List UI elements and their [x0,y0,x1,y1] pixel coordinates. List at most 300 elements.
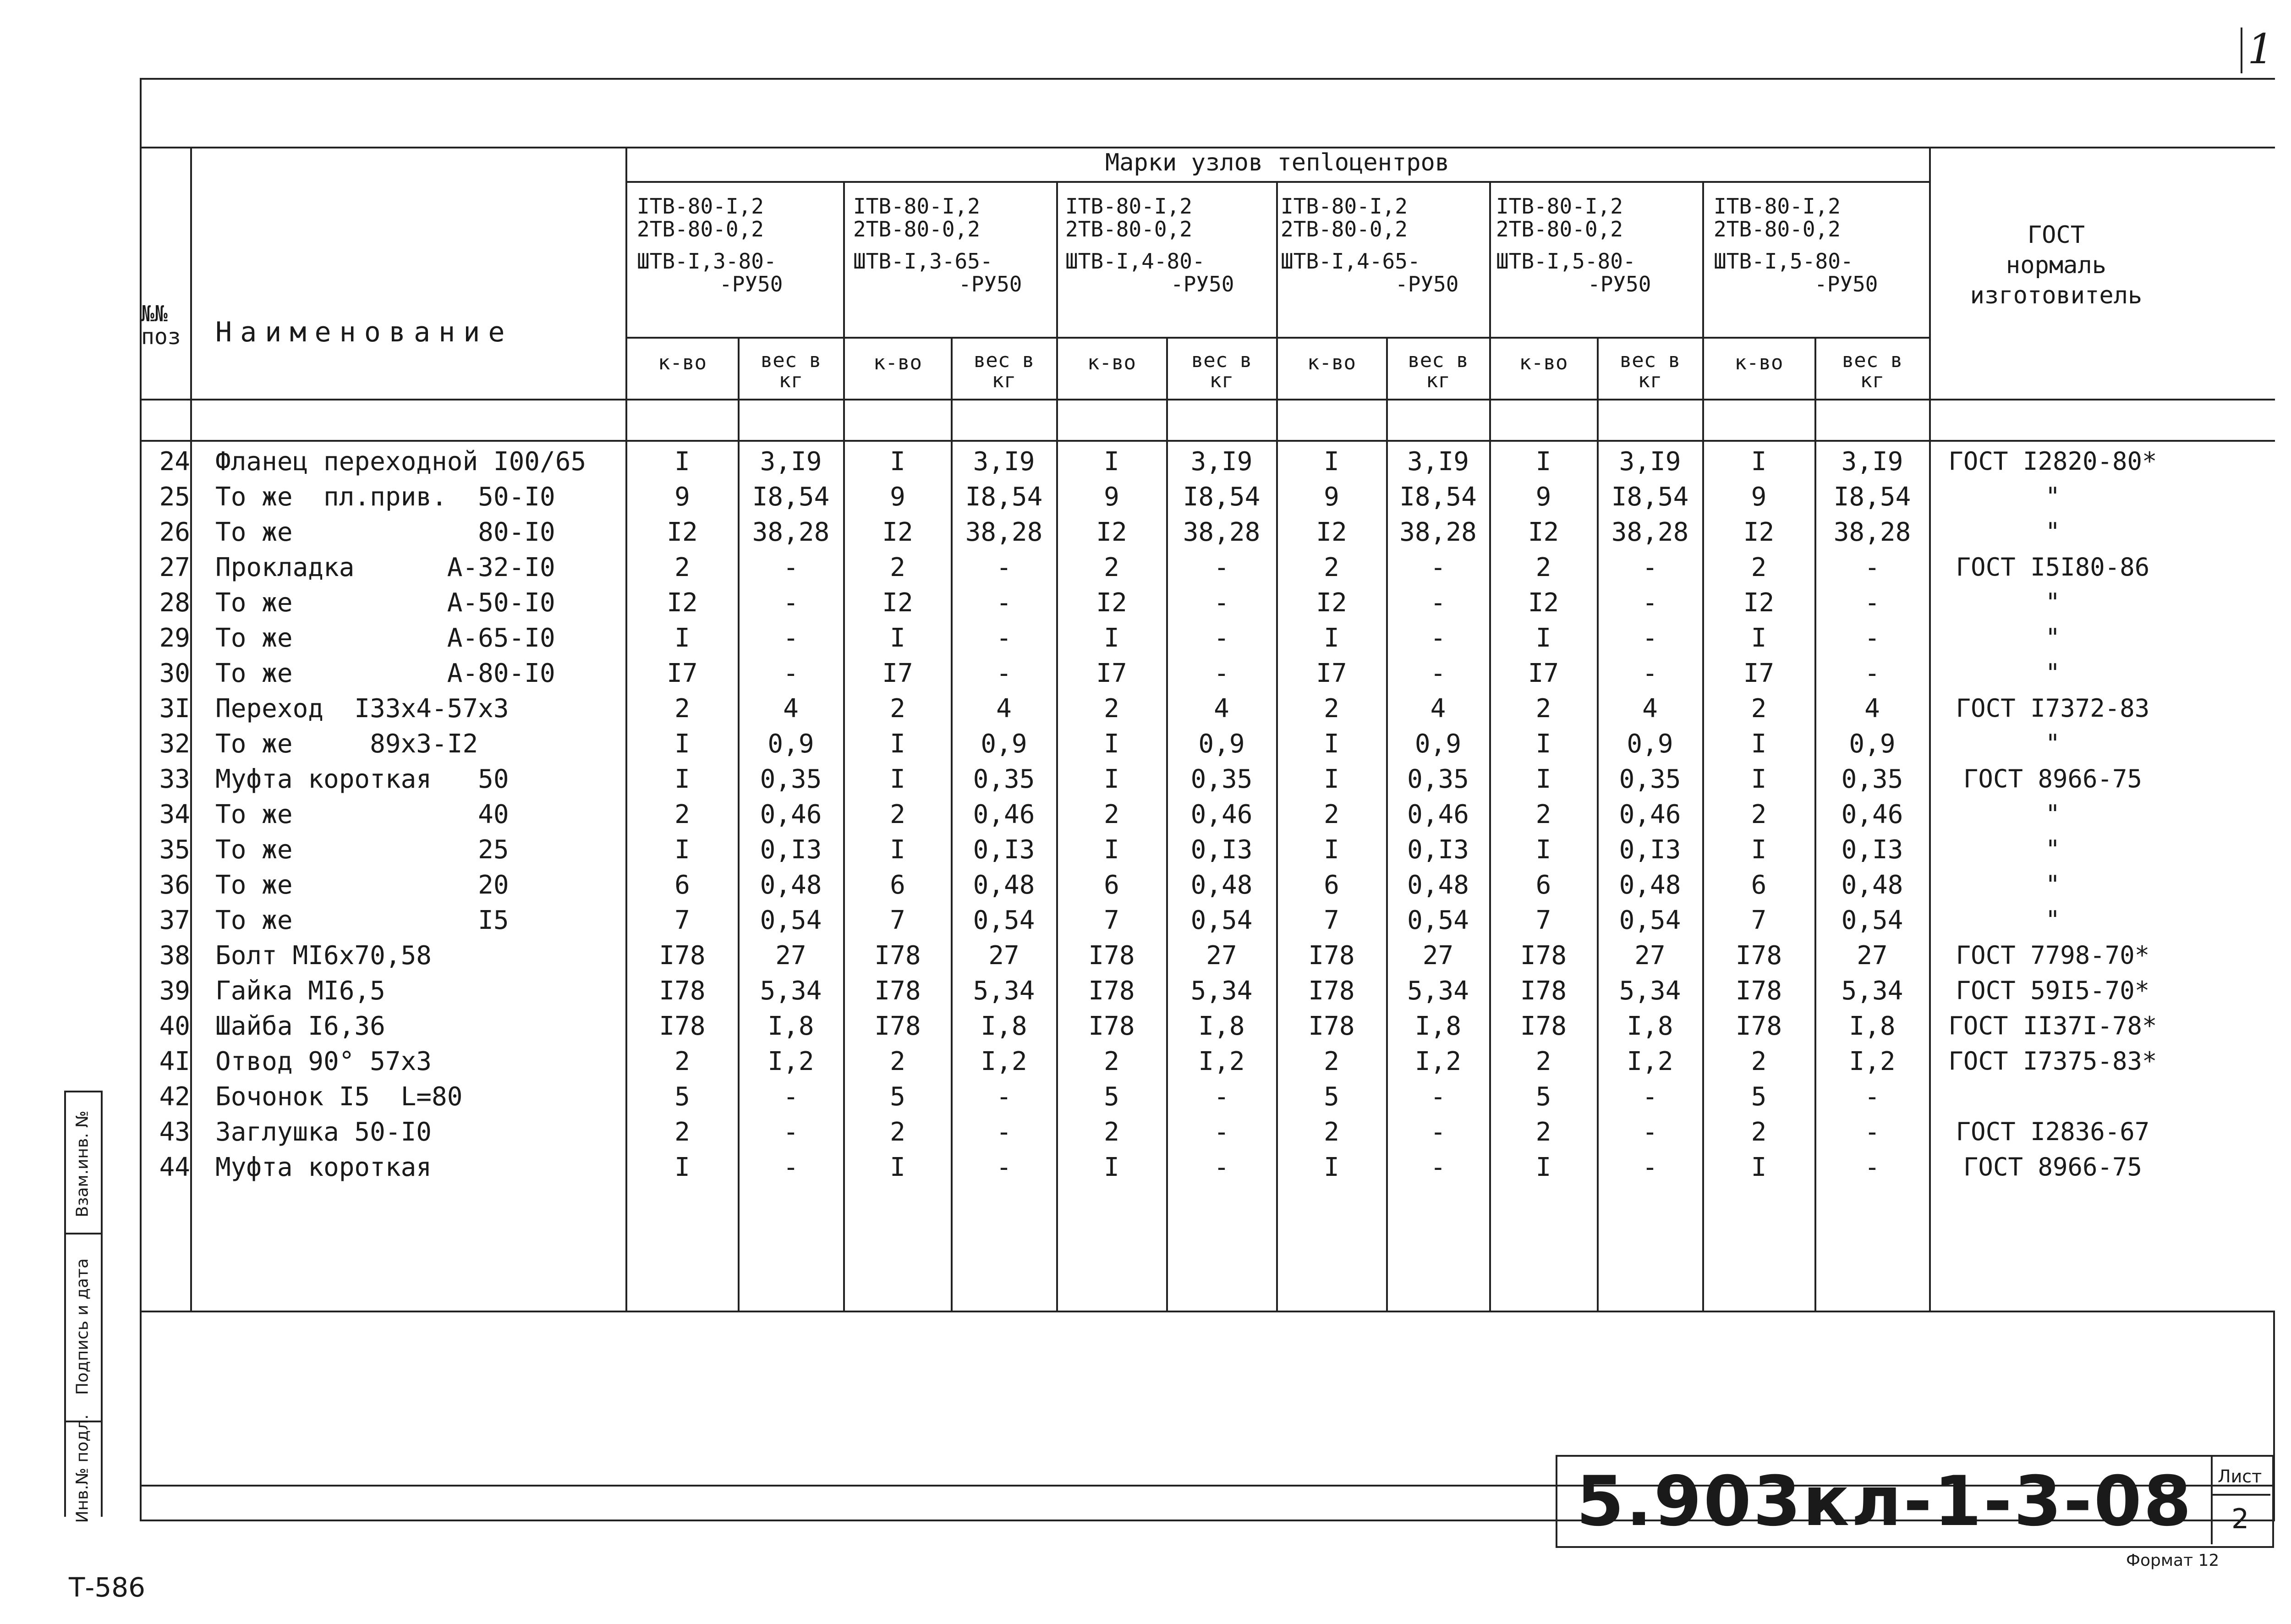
col-line-pos [190,147,192,1311]
row-weight: 38,28 [1399,517,1477,547]
row-weight: - [996,588,1012,618]
row-weight: - [783,1117,799,1147]
row-weight: 0,48 [1407,870,1469,900]
row-name: Болт МI6х70,58 [215,941,432,971]
row-position: 36 [159,870,190,900]
side-stamp-left [64,1091,66,1517]
row-weight: I,8 [1414,1011,1462,1041]
row-qty: 2 [1324,800,1339,829]
row-weight: 0,48 [1841,870,1903,900]
row-qty: 2 [1324,553,1339,582]
row-qty: 2 [1535,800,1551,829]
row-weight: 0,54 [1190,905,1253,935]
row-weight: 38,28 [1611,517,1689,547]
row-weight: I,2 [1414,1047,1462,1076]
row-weight: 4 [783,694,799,724]
row-weight: - [1214,623,1229,653]
weight-header-6: вес в кг [1842,349,1903,392]
row-qty: I [1751,835,1767,865]
row-weight: - [1642,1152,1658,1182]
row-qty: 2 [1324,694,1339,724]
row-qty: 2 [1104,1117,1119,1147]
row-weight: - [783,588,799,618]
row-qty: I78 [1735,976,1782,1006]
row-weight: - [1214,1082,1229,1112]
body-bottom [140,1311,2275,1312]
row-qty: I [1535,729,1551,759]
row-qty: 7 [674,905,690,935]
row-weight: - [1214,553,1229,582]
qty-header-4: к-во [1307,351,1356,374]
row-weight: 0,35 [760,764,822,794]
row-gost: " [2045,835,2061,864]
row-position: 39 [159,976,190,1006]
format-label: Формат 12 [2126,1551,2220,1570]
row-weight: I,2 [767,1047,814,1076]
row-qty: I [1535,1152,1551,1182]
row-qty: I2 [1316,517,1347,547]
mark-header-2: IТВ-80-I,2 2ТВ-80-0,2 ШТВ-I,3-65- -РУ50 [853,194,1022,296]
row-position: 4I [159,1047,190,1076]
row-qty: I7 [1743,658,1775,688]
weight-header-1: вес в кг [760,349,822,392]
weight-header-2: вес в кг [973,349,1035,392]
row-qty: 7 [1324,905,1339,935]
row-weight: 38,28 [752,517,830,547]
row-gost: ГОСТ I2836-67 [1956,1117,2150,1146]
row-qty: I [1751,729,1767,759]
row-gost: ГОСТ II37I-78* [1948,1011,2157,1040]
row-qty: 2 [890,694,905,724]
row-qty: I78 [1520,941,1567,971]
row-position: 27 [159,553,190,582]
row-qty: 5 [890,1082,905,1112]
gost-label-1: ГОСТ [2027,221,2085,249]
row-weight: I,2 [1849,1047,1896,1076]
row-weight: 0,54 [973,905,1035,935]
row-qty: I [890,729,905,759]
row-qty: 7 [1535,905,1551,935]
row-qty: I [1535,447,1551,477]
side-inv-orig: Инв.№ подл. [73,1414,92,1523]
row-qty: I2 [1096,588,1127,618]
row-gost: " [2045,517,2061,546]
row-qty: I [674,1152,690,1182]
row-weight: 0,I3 [1190,835,1253,865]
qty-header-2: к-во [873,351,922,374]
row-qty: I [1324,447,1339,477]
row-qty: I78 [1520,1011,1567,1041]
row-weight: 0,48 [760,870,822,900]
row-weight: 0,I3 [1407,835,1469,865]
row-position: 32 [159,729,190,759]
pos-label-bottom: поз [141,324,181,350]
row-weight: 3,I9 [1619,447,1681,477]
row-qty: I [1535,764,1551,794]
row-qty: 9 [674,482,690,512]
row-name: Бочонок I5 L=80 [215,1082,463,1112]
row-weight: 0,54 [760,905,822,935]
row-weight: - [1642,588,1658,618]
row-qty: 5 [1751,1082,1767,1112]
row-qty: I [1751,1152,1767,1182]
row-weight: - [783,1082,799,1112]
row-weight: 0,9 [1627,729,1673,759]
row-name: Муфта короткая 50 [215,764,509,794]
bottom-left-code: Т-586 [69,1572,146,1603]
row-qty: 2 [1104,800,1119,829]
row-weight: 0,35 [1407,764,1469,794]
row-weight: 5,34 [973,976,1035,1006]
row-weight: - [1430,1152,1446,1182]
row-name: Муфта короткая [215,1152,432,1182]
side-stamp-right [101,1091,103,1517]
row-weight: 0,35 [1190,764,1253,794]
row-qty: I78 [1735,941,1782,971]
row-gost: ГОСТ I7375-83* [1948,1047,2157,1075]
row-weight: - [996,623,1012,653]
row-name: То же 89х3-I2 [215,729,478,759]
row-gost: ГОСТ 59I5-70* [1956,976,2150,1005]
row-name: То же А-65-I0 [215,623,555,653]
row-weight: - [996,1082,1012,1112]
row-weight: 0,54 [1407,905,1469,935]
row-weight: 0,9 [767,729,814,759]
row-weight: - [1430,588,1446,618]
row-qty: I78 [1520,976,1567,1006]
row-qty: I78 [874,1011,921,1041]
row-weight: I8,54 [1399,482,1477,512]
row-weight: 0,48 [1619,870,1681,900]
row-weight: 3,I9 [760,447,822,477]
row-weight: 0,I3 [760,835,822,865]
row-qty: I [674,764,690,794]
row-weight: - [1864,553,1880,582]
row-name: Гайка МI6,5 [215,976,385,1006]
row-qty: 6 [890,870,905,900]
row-weight: 27 [988,941,1019,971]
row-qty: I [1324,1152,1339,1182]
side-stamp-top [64,1091,103,1092]
row-weight: - [783,553,799,582]
row-gost: " [2045,729,2061,758]
row-weight: 0,46 [1841,800,1903,829]
row-qty: I [1104,764,1119,794]
row-name: Переход I33х4-57х3 [215,694,509,724]
row-qty: I78 [874,976,921,1006]
row-weight: I,2 [1198,1047,1245,1076]
row-qty: 9 [1324,482,1339,512]
side-vzam-inv: Взам.инв. № [73,1110,92,1218]
row-name: То же I5 [215,905,509,935]
row-weight: I8,54 [1611,482,1689,512]
side-stamp-div1 [64,1233,103,1234]
row-qty: I78 [1735,1011,1782,1041]
row-qty: 9 [1535,482,1551,512]
row-qty: 2 [1104,1047,1119,1076]
row-position: 33 [159,764,190,794]
row-position: 28 [159,588,190,618]
row-qty: I [890,835,905,865]
row-qty: I [1324,835,1339,865]
name-header: Наименование [215,316,513,348]
row-qty: I [1104,1152,1119,1182]
row-qty: 2 [1751,800,1767,829]
row-qty: 9 [890,482,905,512]
row-qty: I2 [882,517,913,547]
row-weight: I,8 [1849,1011,1896,1041]
qty-header-3: к-во [1087,351,1136,374]
row-weight: 27 [1422,941,1454,971]
row-gost: " [2045,870,2061,899]
row-qty: I [1104,623,1119,653]
row-qty: I [1104,835,1119,865]
row-qty: 2 [674,1047,690,1076]
gost-header [1929,220,2183,311]
row-qty: I78 [1308,976,1355,1006]
row-weight: 0,48 [973,870,1035,900]
row-qty: I7 [1528,658,1559,688]
row-qty: I7 [882,658,913,688]
row-weight: - [1430,623,1446,653]
row-qty: 2 [1751,694,1767,724]
row-weight: - [996,1152,1012,1182]
row-qty: I [890,447,905,477]
row-name: Фланец переходной I00/65 [215,447,586,477]
row-weight: - [1430,553,1446,582]
row-gost: " [2045,905,2061,934]
row-qty: I2 [1316,588,1347,618]
corner-divider [2241,27,2242,73]
row-position: 43 [159,1117,190,1147]
row-weight: - [1430,658,1446,688]
row-weight: 4 [996,694,1012,724]
row-name: То же А-80-I0 [215,658,555,688]
mark-header-4: IТВ-80-I,2 2ТВ-80-0,2 ШТВ-I,4-65- -РУ50 [1281,194,1459,296]
row-weight: 5,34 [1619,976,1681,1006]
row-weight: 0,35 [973,764,1035,794]
row-qty: 7 [1751,905,1767,935]
row-position: 37 [159,905,190,935]
row-weight: I,2 [1627,1047,1673,1076]
row-qty: 2 [890,553,905,582]
row-weight: - [1864,1152,1880,1182]
row-qty: 5 [1104,1082,1119,1112]
row-qty: I2 [667,588,698,618]
row-weight: I8,54 [965,482,1043,512]
row-weight: 27 [775,941,806,971]
row-weight: 4 [1430,694,1446,724]
row-qty: I [674,835,690,865]
row-gost: ГОСТ 7798-70* [1956,941,2150,970]
row-weight: 27 [1857,941,1888,971]
row-qty: 2 [1751,1047,1767,1076]
row-qty: 9 [1104,482,1119,512]
row-gost: " [2045,588,2061,617]
row-weight: - [996,658,1012,688]
qty-header-5: к-во [1519,351,1568,374]
row-qty: 2 [1535,694,1551,724]
body-top [140,440,2275,442]
row-weight: 5,34 [1190,976,1253,1006]
row-qty: 2 [890,800,905,829]
row-weight: I,8 [1627,1011,1673,1041]
row-qty: I78 [1308,941,1355,971]
row-name: Шайба I6,36 [215,1011,385,1041]
row-qty: 2 [1535,1117,1551,1147]
row-position: 44 [159,1152,190,1182]
row-name: То же пл.прив. 50-I0 [215,482,555,512]
row-weight: 0,I3 [1841,835,1903,865]
mark-header-1: IТВ-80-I,2 2ТВ-80-0,2 ШТВ-I,3-80- -РУ50 [637,194,783,296]
row-weight: - [1642,658,1658,688]
row-qty: 5 [1324,1082,1339,1112]
row-weight: 0,46 [973,800,1035,829]
row-qty: I [890,764,905,794]
row-qty: 2 [1751,553,1767,582]
row-weight: 3,I9 [1841,447,1903,477]
row-qty: I78 [1308,1011,1355,1041]
row-weight: - [1642,623,1658,653]
row-weight: - [1864,588,1880,618]
row-qty: 7 [890,905,905,935]
row-qty: I [1535,835,1551,865]
mark-header-5: IТВ-80-I,2 2ТВ-80-0,2 ШТВ-I,5-80- -РУ50 [1496,194,1651,296]
row-qty: I [674,729,690,759]
row-weight: 4 [1214,694,1229,724]
sheet-label: Лист [2218,1466,2262,1487]
row-qty: I [890,1152,905,1182]
row-position: 30 [159,658,190,688]
row-qty: I78 [1088,1011,1135,1041]
row-gost: " [2045,482,2061,511]
row-weight: - [1642,1082,1658,1112]
row-weight: I8,54 [1183,482,1261,512]
col-line-name [625,147,627,1311]
row-weight: I,2 [981,1047,1027,1076]
gost-label-2: нормаль [2006,252,2107,279]
row-qty: 5 [674,1082,690,1112]
row-qty: 2 [890,1117,905,1147]
row-qty: I78 [874,941,921,971]
row-weight: - [1864,658,1880,688]
row-qty: 2 [1104,694,1119,724]
frame-left [140,78,142,1521]
row-qty: I78 [659,941,706,971]
row-qty: 6 [1751,870,1767,900]
row-qty: I78 [659,976,706,1006]
row-position: 34 [159,800,190,829]
row-position: 40 [159,1011,190,1041]
row-weight: 4 [1864,694,1880,724]
sheet-box-divider [2213,1494,2270,1496]
row-weight: - [996,1117,1012,1147]
row-name: То же 40 [215,800,509,829]
row-name: Заглушка 50-I0 [215,1117,432,1147]
row-weight: 0,9 [1414,729,1462,759]
row-qty: 6 [1535,870,1551,900]
row-qty: I2 [1743,517,1775,547]
row-weight: 0,35 [1619,764,1681,794]
row-gost: ГОСТ 8966-75 [1963,1152,2143,1181]
pos-label-top: №№ [141,301,168,327]
row-qty: 6 [1324,870,1339,900]
row-weight: 0,I3 [973,835,1035,865]
row-weight: - [1864,623,1880,653]
row-position: 3I [159,694,190,724]
row-weight: 0,46 [1407,800,1469,829]
row-gost: " [2045,800,2061,828]
weight-header-4: вес в кг [1408,349,1469,392]
row-qty: I78 [1088,941,1135,971]
row-qty: I2 [882,588,913,618]
row-weight: - [1430,1117,1446,1147]
row-weight: 38,28 [1833,517,1911,547]
row-weight: - [1214,1152,1229,1182]
row-qty: I [674,447,690,477]
row-gost: ГОСТ I2820-80* [1948,447,2157,476]
row-qty: I2 [1528,517,1559,547]
row-qty: 2 [1104,553,1119,582]
row-qty: I [1104,729,1119,759]
row-weight: 0,I3 [1619,835,1681,865]
weight-header-3: вес в кг [1191,349,1252,392]
row-qty: I2 [1096,517,1127,547]
header-bottom [140,399,2275,401]
row-qty: 6 [1104,870,1119,900]
row-weight: 0,46 [1190,800,1253,829]
row-qty: I2 [667,517,698,547]
row-qty: I7 [1316,658,1347,688]
row-weight: 0,46 [760,800,822,829]
row-position: 24 [159,447,190,477]
row-weight: 3,I9 [973,447,1035,477]
mark-header-3: IТВ-80-I,2 2ТВ-80-0,2 ШТВ-I,4-80- -РУ50 [1065,194,1234,296]
row-qty: 9 [1751,482,1767,512]
row-name: Прокладка А-32-I0 [215,553,555,582]
row-weight: - [1864,1117,1880,1147]
row-qty: I7 [1096,658,1127,688]
row-qty: I [1751,623,1767,653]
row-position: 26 [159,517,190,547]
row-qty: I [674,623,690,653]
row-qty: 2 [1535,553,1551,582]
row-qty: I [1751,764,1767,794]
row-qty: I [1751,447,1767,477]
row-qty: 2 [1751,1117,1767,1147]
row-gost: ГОСТ I7372-83 [1956,694,2150,723]
row-weight: - [1642,1117,1658,1147]
row-qty: 5 [1535,1082,1551,1112]
row-weight: - [1864,1082,1880,1112]
row-name: То же 25 [215,835,509,865]
row-weight: - [783,1152,799,1182]
frame-top [140,78,2275,80]
row-weight: I,8 [981,1011,1027,1041]
side-sign-date: Подпись и дата [73,1258,92,1395]
row-weight: - [1214,658,1229,688]
row-qty: 6 [674,870,690,900]
gost-label-3: изготовитель [1970,282,2143,309]
row-weight: 3,I9 [1190,447,1253,477]
row-qty: I78 [1088,976,1135,1006]
row-qty: 2 [1324,1117,1339,1147]
row-weight: - [996,553,1012,582]
table-top [140,147,2275,148]
row-qty: I2 [1743,588,1775,618]
row-gost: ГОСТ 8966-75 [1963,764,2143,793]
row-qty: I [1104,447,1119,477]
